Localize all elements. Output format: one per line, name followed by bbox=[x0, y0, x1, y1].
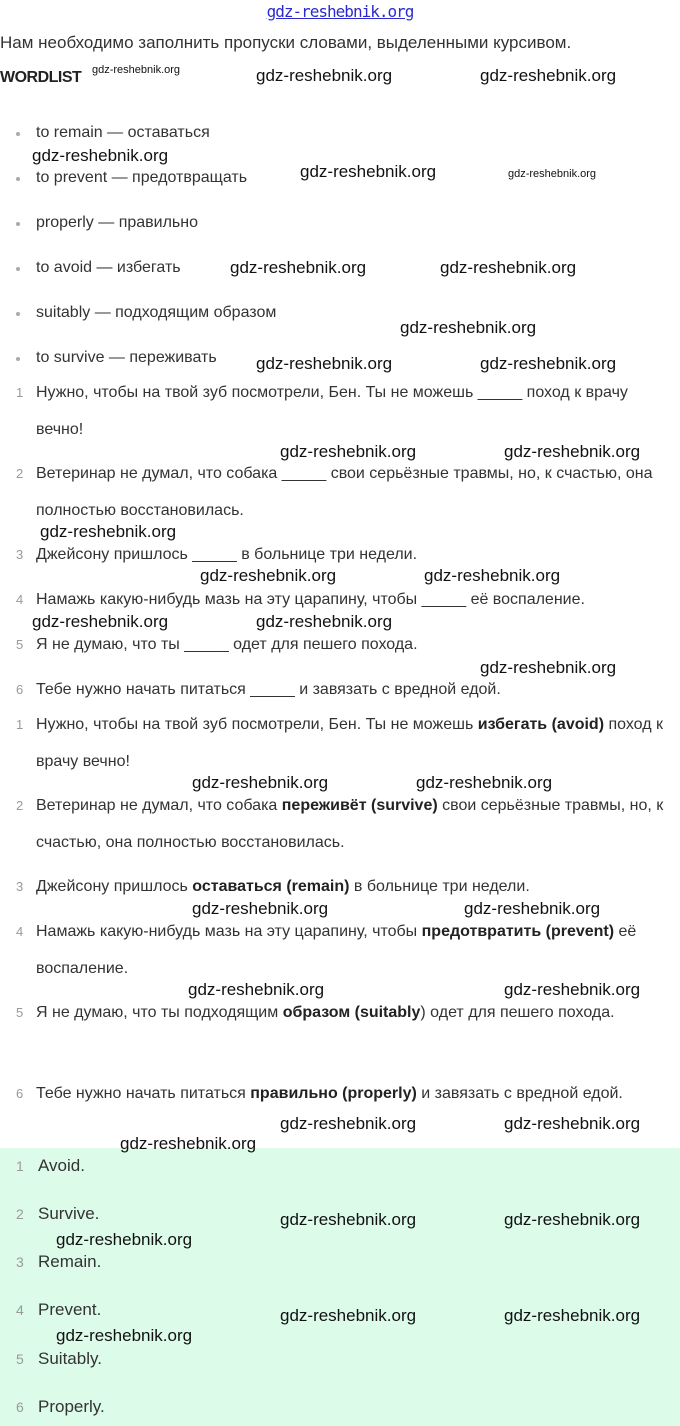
question-text: Тебе нужно начать питаться _____ и завязать с вредной едой. bbox=[36, 681, 501, 698]
item-number: 5 bbox=[16, 1005, 24, 1020]
item-number: 5 bbox=[16, 637, 24, 652]
answer-pre: Тебе нужно начать питаться bbox=[36, 1085, 251, 1102]
answer-post: её воспаление. bbox=[36, 923, 637, 977]
watermark: gdz-reshebnik.org bbox=[188, 980, 325, 999]
item-number: 3 bbox=[16, 879, 24, 894]
answer-word: переживёт (survive) bbox=[281, 797, 438, 814]
answer-word: образом (suitably bbox=[282, 1004, 421, 1021]
bullet-icon bbox=[16, 177, 20, 181]
watermark: gdz-reshebnik.org bbox=[256, 612, 393, 631]
answer-key-text: Survive. bbox=[38, 1204, 100, 1223]
task-instruction: Нам необходимо заполнить пропуски словами, выделенными курсивом. bbox=[0, 33, 572, 52]
wordlist-text: to remain — оставаться bbox=[36, 124, 210, 141]
item-number: 6 bbox=[16, 1086, 24, 1101]
item-number: 4 bbox=[16, 592, 24, 607]
question-text: Нужно, чтобы на твой зуб посмотрели, Бен. Ты не можешь _____ поход к врачу вечно! bbox=[36, 384, 628, 438]
answer-key-panel bbox=[0, 1148, 680, 1426]
watermark: gdz-reshebnik.org bbox=[504, 1210, 641, 1229]
answer-word: правильно (properly) bbox=[250, 1085, 417, 1102]
answer-text bbox=[36, 706, 668, 780]
bullet-icon bbox=[16, 132, 20, 136]
watermark: gdz-reshebnik.org bbox=[56, 1326, 193, 1345]
answer-item bbox=[0, 913, 680, 987]
watermark: gdz-reshebnik.org bbox=[32, 612, 169, 631]
watermark: gdz-reshebnik.org bbox=[504, 980, 641, 999]
wordlist-heading: WORDLIST bbox=[0, 69, 82, 86]
watermark: gdz-reshebnik.org bbox=[280, 1114, 417, 1133]
item-number: 1 bbox=[16, 717, 24, 732]
watermark: gdz-reshebnik.org bbox=[192, 773, 329, 792]
item-number: 4 bbox=[16, 924, 24, 939]
item-number: 6 bbox=[16, 1399, 24, 1415]
item-number: 3 bbox=[16, 1254, 24, 1270]
item-number: 5 bbox=[16, 1351, 24, 1367]
bullet-icon bbox=[16, 222, 20, 226]
answer-key-text: Avoid. bbox=[38, 1156, 85, 1175]
question-text: Ветеринар не думал, что собака _____ свои серьёзные травмы, но, к счастью, она полностью восстановилась. bbox=[36, 465, 653, 519]
watermark: gdz-reshebnik.org bbox=[192, 899, 329, 918]
question-text: Джейсону пришлось _____ в больнице три недели. bbox=[36, 546, 418, 563]
answer-text bbox=[36, 913, 668, 987]
watermark: gdz-reshebnik.org bbox=[480, 658, 617, 677]
answer-post: поход к врачу вечно! bbox=[36, 716, 664, 770]
answer-post: в больнице три недели. bbox=[349, 878, 530, 895]
answer-item bbox=[0, 706, 680, 780]
bullet-icon bbox=[16, 312, 20, 316]
item-number: 2 bbox=[16, 1206, 24, 1222]
answer-post: свои серьёзные травмы, но, к счастью, она полностью восстановилась. bbox=[36, 797, 664, 851]
watermark: gdz-reshebnik.org bbox=[256, 66, 393, 85]
wordlist-text: to survive — переживать bbox=[36, 349, 217, 366]
answer-word: оставаться (remain) bbox=[192, 878, 350, 895]
answer-word: предотвратить (prevent) bbox=[421, 923, 615, 940]
item-number: 1 bbox=[16, 385, 24, 400]
answer-pre: Намажь какую-нибудь мазь на эту царапину, чтобы bbox=[36, 923, 422, 940]
watermark: gdz-reshebnik.org bbox=[40, 522, 177, 541]
item-number: 4 bbox=[16, 1302, 24, 1318]
bullet-icon bbox=[16, 357, 20, 361]
question-item bbox=[0, 455, 680, 529]
watermark: gdz-reshebnik.org bbox=[120, 1134, 257, 1153]
answer-word: избегать (avoid) bbox=[477, 716, 605, 733]
answer-pre: Ветеринар не думал, что собака bbox=[36, 797, 282, 814]
watermark: gdz-reshebnik.org bbox=[480, 354, 617, 373]
watermark: gdz-reshebnik.org bbox=[280, 1210, 417, 1229]
answer-pre: Джейсону пришлось bbox=[36, 878, 193, 895]
wordlist-text: suitably — подходящим образом bbox=[36, 304, 277, 321]
question-text: Я не думаю, что ты _____ одет для пешего похода. bbox=[36, 636, 418, 653]
item-number: 2 bbox=[16, 798, 24, 813]
answer-key-text: Remain. bbox=[38, 1252, 102, 1271]
item-number: 6 bbox=[16, 682, 24, 697]
question-item bbox=[0, 374, 680, 448]
watermark: gdz-reshebnik.org bbox=[508, 168, 597, 180]
answer-post: и завязать с вредной едой. bbox=[416, 1085, 623, 1102]
answer-pre: Я не думаю, что ты подходящим bbox=[36, 1004, 283, 1021]
answer-key-text: Prevent. bbox=[38, 1300, 102, 1319]
answer-text bbox=[36, 787, 668, 861]
watermark: gdz-reshebnik.org bbox=[504, 1114, 641, 1133]
item-number: 2 bbox=[16, 466, 24, 481]
header-watermark[interactable]: gdz-reshebnik.org bbox=[266, 2, 414, 21]
watermark: gdz-reshebnik.org bbox=[416, 773, 553, 792]
watermark: gdz-reshebnik.org bbox=[504, 1306, 641, 1325]
item-number: 1 bbox=[16, 1158, 24, 1174]
answer-post: ) одет для пешего похода. bbox=[420, 1004, 615, 1021]
answer-key-text: Properly. bbox=[38, 1397, 105, 1416]
watermark: gdz-reshebnik.org bbox=[56, 1230, 193, 1249]
watermark: gdz-reshebnik.org bbox=[440, 258, 577, 277]
watermark: gdz-reshebnik.org bbox=[92, 64, 181, 76]
watermark: gdz-reshebnik.org bbox=[400, 318, 537, 337]
watermark: gdz-reshebnik.org bbox=[32, 146, 169, 165]
watermark: gdz-reshebnik.org bbox=[300, 162, 437, 181]
answer-key-text: Suitably. bbox=[38, 1349, 102, 1368]
watermark: gdz-reshebnik.org bbox=[200, 566, 337, 585]
watermark: gdz-reshebnik.org bbox=[504, 442, 641, 461]
watermark: gdz-reshebnik.org bbox=[424, 566, 561, 585]
answer-item bbox=[0, 787, 680, 861]
wordlist-text: to prevent — предотвращать bbox=[36, 169, 248, 186]
question-text: Намажь какую-нибудь мазь на эту царапину, чтобы _____ её воспаление. bbox=[36, 591, 585, 608]
watermark: gdz-reshebnik.org bbox=[230, 258, 367, 277]
answer-text bbox=[36, 1075, 668, 1112]
bullet-icon bbox=[16, 267, 20, 271]
wordlist-text: to avoid — избегать bbox=[36, 259, 181, 276]
watermark: gdz-reshebnik.org bbox=[280, 442, 417, 461]
wordlist-text: properly — правильно bbox=[36, 214, 198, 231]
watermark: gdz-reshebnik.org bbox=[464, 899, 601, 918]
answer-pre: Нужно, чтобы на твой зуб посмотрели, Бен. Ты не можешь bbox=[36, 716, 478, 733]
answer-item bbox=[0, 1075, 680, 1112]
watermark: gdz-reshebnik.org bbox=[280, 1306, 417, 1325]
item-number: 3 bbox=[16, 547, 24, 562]
watermark: gdz-reshebnik.org bbox=[256, 354, 393, 373]
watermark: gdz-reshebnik.org bbox=[480, 66, 617, 85]
